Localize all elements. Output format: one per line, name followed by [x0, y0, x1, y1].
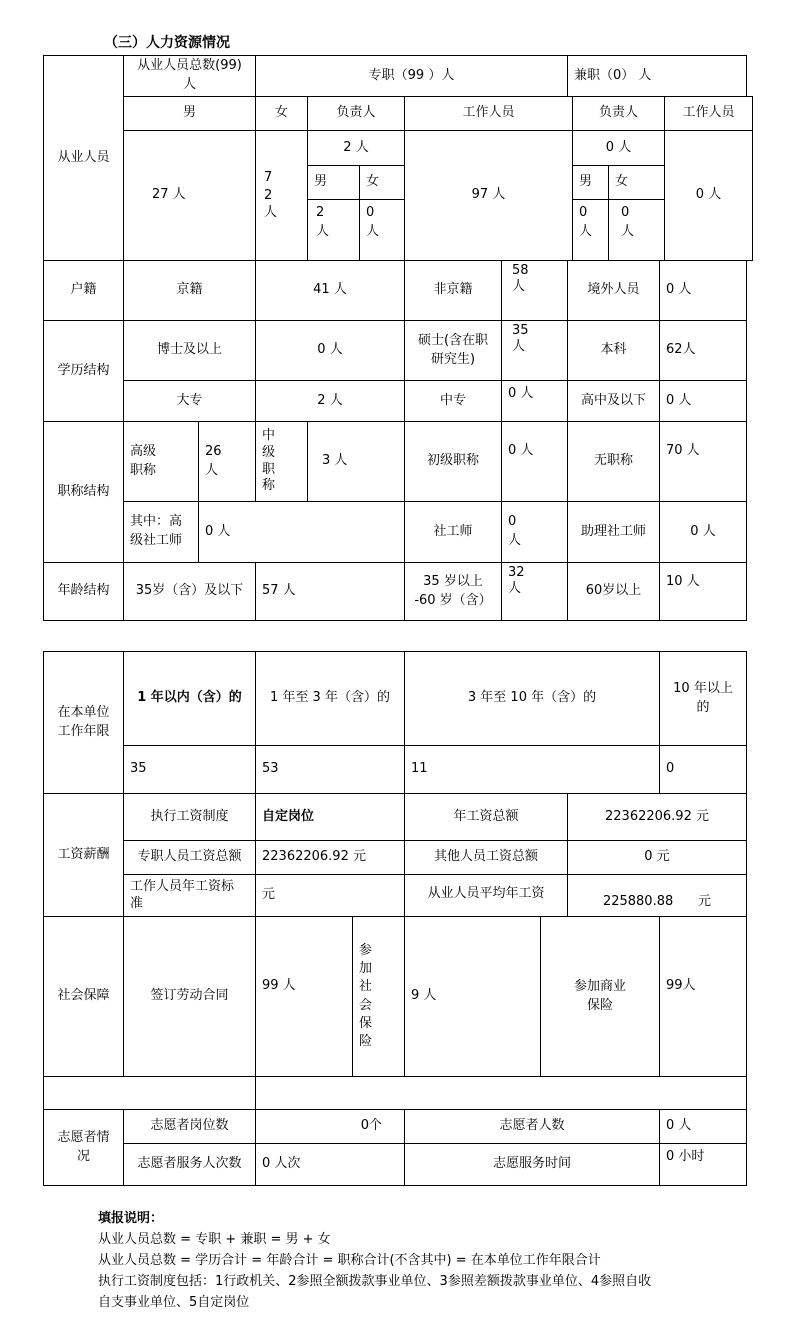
- junior-title-count: 0 人: [501, 421, 568, 502]
- jingji-count: 41 人: [255, 260, 405, 321]
- pt-leader-male-count: 0 人: [572, 199, 609, 261]
- age-group-2: 35 岁以上 -60 岁（含）: [404, 562, 502, 621]
- master: 硕士(含在职 研究生): [404, 320, 502, 381]
- salary-label: 工资薪酬: [43, 793, 124, 917]
- commercial-insurance: 参加商业 保险: [540, 916, 660, 1077]
- age-group-2-count: 32 人: [501, 562, 568, 621]
- jingwai: 境外人员: [567, 260, 660, 321]
- tenure-3-count: 11: [404, 745, 660, 794]
- tenure-label: 在本单位 工作年限: [43, 651, 124, 794]
- staff-total: 从业人员总数(99) 人: [123, 55, 256, 97]
- vol-positions-count: 0个: [255, 1109, 405, 1144]
- female-header: 女: [255, 96, 308, 131]
- senior-title: 高级 职称: [123, 421, 199, 502]
- social-insurance-count: 9 人: [404, 916, 541, 1077]
- ft-worker-count: 97 人: [404, 130, 573, 261]
- ft-leader-count: 2 人: [307, 130, 405, 166]
- huji-label: 户籍: [43, 260, 124, 321]
- other-salary-total-value: 0 元: [567, 840, 747, 875]
- phd-count: 0 人: [255, 320, 405, 381]
- jingwai-count: 0 人: [659, 260, 747, 321]
- worker-salary-std: 工作人员年工资标 准: [123, 874, 256, 917]
- tenure-1: 1 年以内（含）的: [123, 651, 256, 746]
- ft-leader-female: 女: [359, 165, 405, 200]
- labor-contract-count: 99 人: [255, 916, 353, 1077]
- senior-sw: 其中：高 级社工师: [123, 501, 199, 563]
- female-count: 7 2 人: [255, 130, 308, 261]
- vol-service-hours-value: 0 小时: [659, 1143, 747, 1186]
- ft-leader-female-count: 0 人: [359, 199, 405, 261]
- social-worker-count: 0 人: [501, 501, 568, 563]
- ft-leader-male-count: 2 人: [307, 199, 360, 261]
- master-count: 35 人: [501, 320, 568, 381]
- blank-cell-1: [43, 1076, 256, 1110]
- vol-count: 0 人: [659, 1109, 747, 1144]
- highschool-count: 0 人: [659, 380, 747, 422]
- ft-worker-header: 工作人员: [404, 96, 573, 131]
- tenure-4-count: 0: [659, 745, 747, 794]
- pt-worker-header: 工作人员: [664, 96, 753, 131]
- social-insurance: 参 加 社 会 保 险: [352, 916, 405, 1077]
- avg-salary: 从业人员平均年工资: [404, 874, 568, 917]
- age-group-1: 35岁（含）及以下: [123, 562, 256, 621]
- notes-line-4: 自支事业单位、5自定岗位: [98, 1295, 250, 1310]
- notes-line-1: 从业人员总数 = 专职 + 兼职 = 男 + 女: [98, 1232, 331, 1247]
- age-label: 年龄结构: [43, 562, 124, 621]
- pt-leader-header: 负责人: [572, 96, 665, 131]
- salary-system-value: 自定岗位: [255, 793, 405, 841]
- asst-sw-count: 0 人: [659, 501, 747, 563]
- edu-label: 学历结构: [43, 320, 124, 422]
- ft-salary-total-value: 22362206.92 元: [255, 840, 405, 875]
- bachelor-count: 62人: [659, 320, 747, 381]
- fulltime-header: 专职（99 ）人: [255, 55, 568, 97]
- vol-service-times-value: 0 人次: [255, 1143, 405, 1186]
- vol-service-times: 志愿者服务人次数: [123, 1143, 256, 1186]
- notes-line-2: 从业人员总数 = 学历合计 = 年龄合计 = 职称合计(不含其中) = 在本单位工作年限合计: [98, 1253, 601, 1268]
- no-title: 无职称: [567, 421, 660, 502]
- social-worker: 社工师: [404, 501, 502, 563]
- vol-service-hours: 志愿服务时间: [404, 1143, 660, 1186]
- no-title-count: 70 人: [659, 421, 747, 502]
- senior-sw-count: 0 人: [198, 501, 405, 563]
- tenure-4: 10 年以上 的: [659, 651, 747, 746]
- age-group-1-count: 57 人: [255, 562, 405, 621]
- pt-leader-female-count: 0 人: [608, 199, 665, 261]
- male-count: 27 人: [123, 130, 256, 261]
- worker-salary-std-value: 元: [255, 874, 405, 917]
- parttime-header: 兼职（0） 人: [567, 55, 747, 97]
- highschool: 高中及以下: [567, 380, 660, 422]
- pt-leader-count: 0 人: [572, 130, 665, 166]
- secondary: 中专: [404, 380, 502, 422]
- feijingji-count: 58 人: [501, 260, 568, 321]
- middle-title: 中 级 职 称: [255, 421, 308, 502]
- ft-leader-header: 负责人: [307, 96, 405, 131]
- title-label: 职称结构: [43, 421, 124, 563]
- volunteer-label: 志愿者情 况: [43, 1109, 124, 1186]
- secondary-count: 0 人: [501, 380, 568, 422]
- pt-worker-count: 0 人: [664, 130, 753, 261]
- asst-sw: 助理社工师: [567, 501, 660, 563]
- junior-title: 初级职称: [404, 421, 502, 502]
- male-header: 男: [123, 96, 256, 131]
- tenure-2-count: 53: [255, 745, 405, 794]
- notes-line-3: 执行工资制度包括：1行政机关、2参照全额拨款事业单位、3参照差额拨款事业单位、4参照自收: [98, 1274, 652, 1289]
- labor-contract: 签订劳动合同: [123, 916, 256, 1077]
- tenure-3: 3 年至 10 年（含）的: [404, 651, 660, 746]
- jingji: 京籍: [123, 260, 256, 321]
- ft-salary-total: 专职人员工资总额: [123, 840, 256, 875]
- vol-positions: 志愿者岗位数: [123, 1109, 256, 1144]
- middle-title-count: 3 人: [307, 421, 405, 502]
- notes-title: 填报说明：: [98, 1211, 164, 1226]
- filling-notes: [98, 1208, 651, 1313]
- annual-salary-total: 年工资总额: [404, 793, 568, 841]
- college-count: 2 人: [255, 380, 405, 422]
- social-label: 社会保障: [43, 916, 124, 1077]
- avg-salary-value: 225880.88 元: [567, 874, 747, 917]
- tenure-2: 1 年至 3 年（含）的: [255, 651, 405, 746]
- pt-leader-male: 男: [572, 165, 609, 200]
- feijingji: 非京籍: [404, 260, 502, 321]
- age-group-3-count: 10 人: [659, 562, 747, 621]
- other-salary-total: 其他人员工资总额: [404, 840, 568, 875]
- vol-count-label: 志愿者人数: [404, 1109, 660, 1144]
- bachelor: 本科: [567, 320, 660, 381]
- ft-leader-male: 男: [307, 165, 360, 200]
- staff-label: 从业人员: [43, 55, 124, 261]
- college: 大专: [123, 380, 256, 422]
- pt-leader-female: 女: [608, 165, 665, 200]
- commercial-insurance-count: 99人: [659, 916, 747, 1077]
- phd: 博士及以上: [123, 320, 256, 381]
- tenure-1-count: 35: [123, 745, 256, 794]
- age-group-3: 60岁以上: [567, 562, 660, 621]
- salary-system: 执行工资制度: [123, 793, 256, 841]
- senior-title-count: 26 人: [198, 421, 256, 502]
- annual-salary-total-value: 22362206.92 元: [567, 793, 747, 841]
- blank-cell-2: [255, 1076, 747, 1110]
- section-title: （三）人力资源情况: [104, 35, 230, 51]
